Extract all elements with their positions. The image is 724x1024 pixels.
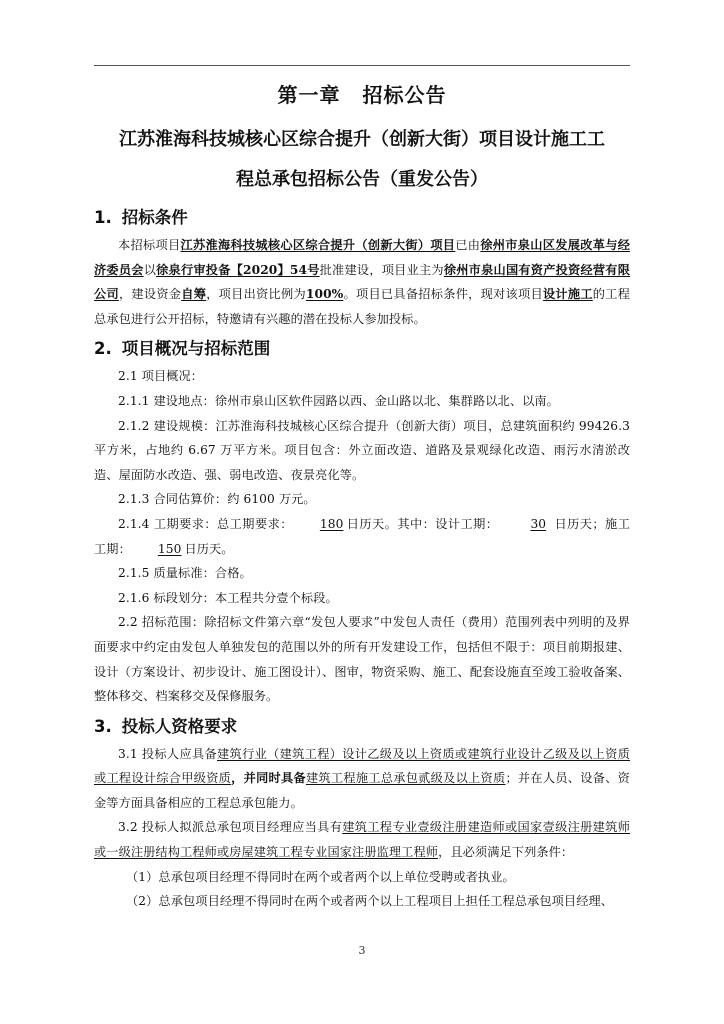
lots-paragraph: 2.1.6 标段划分：本工程共分壹个标段。 — [118, 590, 338, 605]
document-page — [94, 78, 630, 914]
header-rule — [94, 65, 630, 66]
section-3-heading: 3. 投标人资格要求 — [94, 716, 238, 736]
tender-conditions-paragraph: 本招标项目江苏淮海科技城核心区综合提升（创新大街）项目已由徐州市泉山区发展改革与经济委员会以徐泉行审投备【2020】54号批准建设，项目业主为徐州市泉山国有资产投资经营有限公司，建设资金自筹，项目出资比例为100%。项目已具备招标条件，现对该项目设计施工的工程总承包进行公开招标，特邀请有兴趣的潜在投标人参加投标。 — [94, 238, 631, 326]
qualification-paragraph: 3.1 投标人应具备建筑行业（建筑工程）设计乙级及以上资质或建筑行业设计乙级及以上资质或工程设计综合甲级资质，并同时具备建筑工程施工总承包贰级及以上资质；并在人员、设备、资金等方面具备相应的工程总承包能力。 — [94, 746, 630, 810]
notice-title-line2: 程总承包招标公告（重发公告） — [236, 169, 488, 190]
condition-item-2: （2）总承包项目经理不得同时在两个或者两个以上工程项目上担任工程总承包项目经理、 — [126, 894, 614, 909]
section-1-heading: 1. 招标条件 — [94, 208, 188, 227]
scope-paragraph: 2.2 招标范围：除招标文件第六章“发包人要求”中发包人责任（费用）范围列表中列明的及界面要求中约定由发包人单独发包的范围以外的所有开发建设工作，包括但不限于：项目前期报建、设计（方案设计、初步设计、施工图设计）、图审，物资采购、施工、配套设施直至竣工验收备案、整体移交、档案移交及保修服务。 — [94, 615, 630, 704]
location-paragraph: 2.1.1 建设地点：徐州市泉山区软件园路以西、金山路以北、集群路以北、以南。 — [118, 393, 559, 408]
chapter-title: 第一章 招标公告 — [277, 83, 447, 107]
overview-label: 2.1 项目概况： — [118, 369, 204, 384]
page-number: 3 — [358, 944, 366, 957]
schedule-paragraph: 2.1.4 工期要求：总工期要求： 180 日历天。其中：设计工期： 30 日历天；施工工期： 150 日历天。 — [94, 516, 630, 556]
notice-title-line1: 江苏淮海科技城核心区综合提升（创新大街）项目设计施工工 — [119, 129, 605, 150]
quality-paragraph: 2.1.5 质量标准：合格。 — [118, 566, 252, 581]
project-manager-paragraph: 3.2 投标人拟派总承包项目经理应当具有建筑工程专业壹级注册建造师或国家壹级注册建筑师或一级注册结构工程师或房屋建筑工程专业国家注册监理工程师，且必须满足下列条件： — [94, 820, 630, 860]
scale-paragraph: 2.1.2 建设规模：江苏淮海科技城核心区综合提升（创新大街）项目，总建筑面积约 99426.3 平方米，占地约 6.67 万平方米。项目包含：外立面改造、道路及景观绿化改造、雨污水清淤改造、屋面防水改造、强、弱电改造、夜景亮化等。 — [94, 418, 630, 482]
section-2-heading: 2. 项目概况与招标范围 — [94, 339, 271, 359]
contract-price-paragraph: 2.1.3 合同估算价：约 6100 万元。 — [118, 492, 316, 507]
condition-item-1: （1）总承包项目经理不得同时在两个或者两个以上单位受聘或者执业。 — [126, 869, 515, 884]
